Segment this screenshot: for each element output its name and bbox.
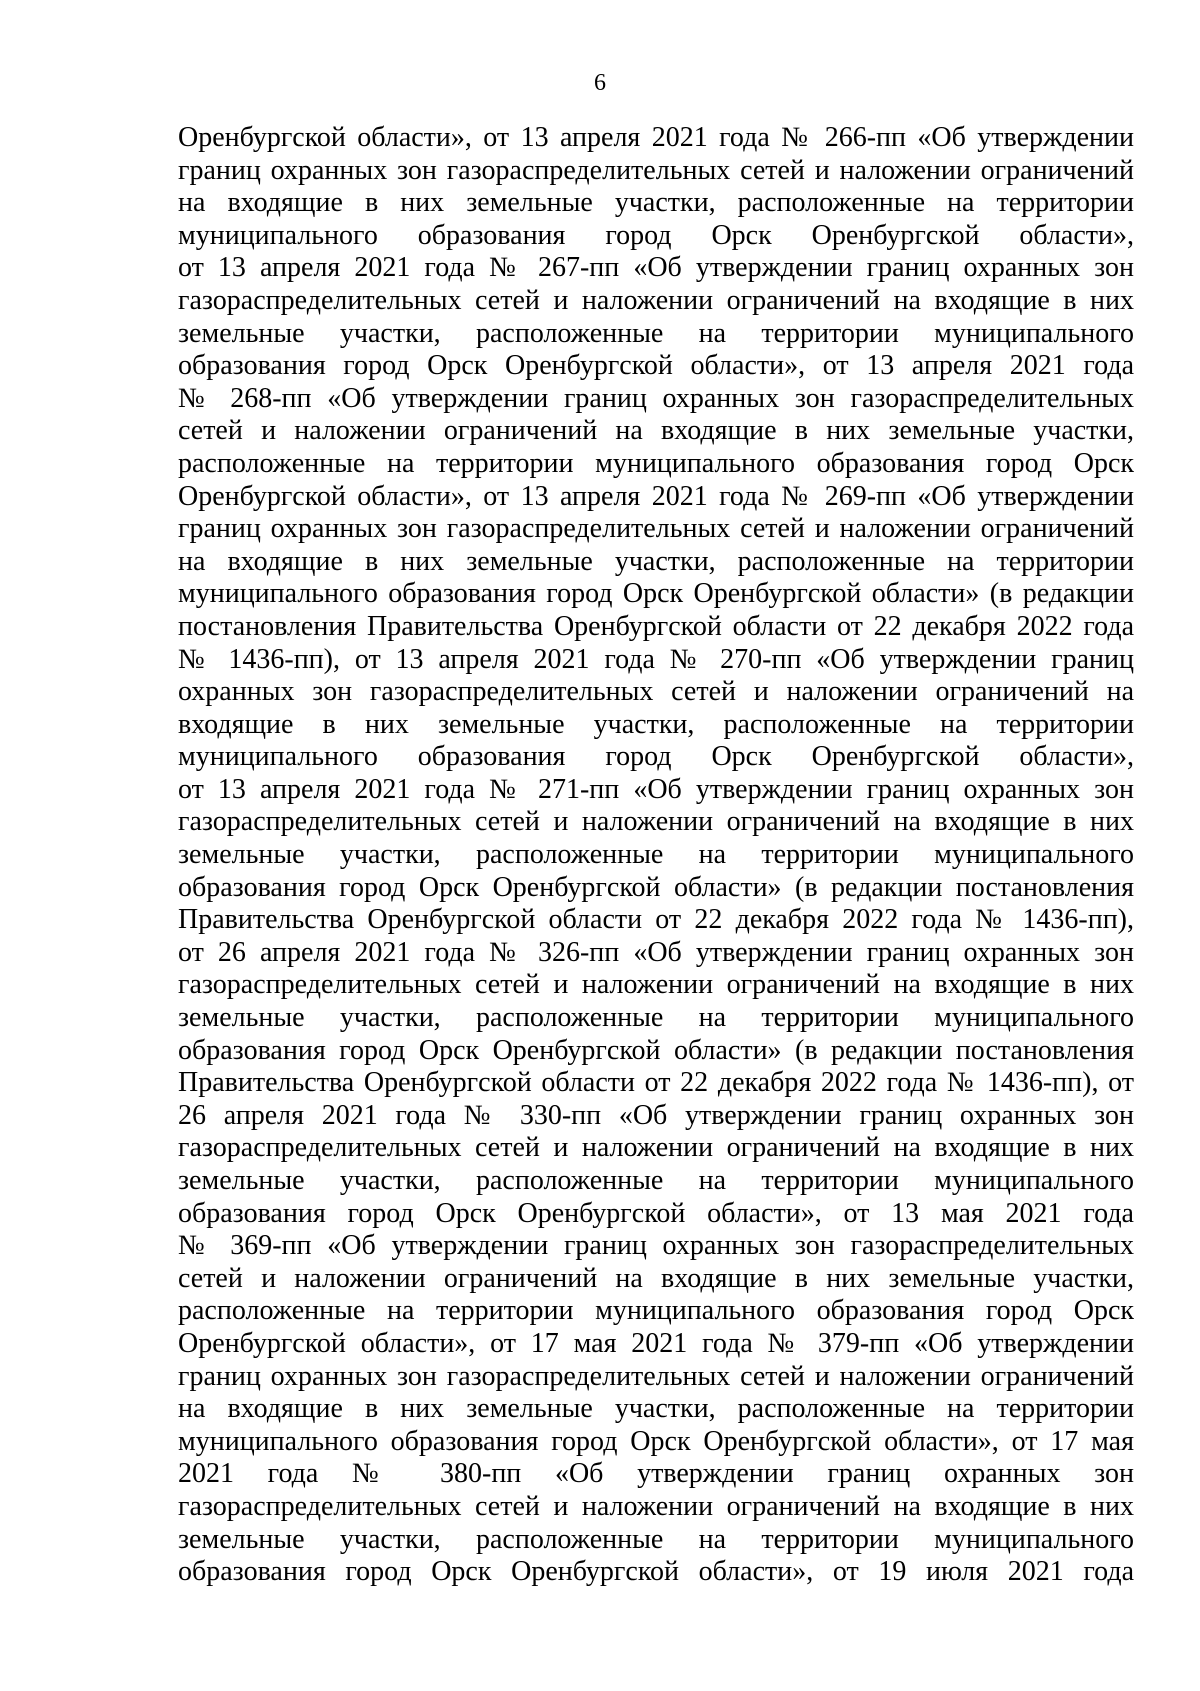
text-line: земельные участки, расположенные на территории муниципального [178,1002,1134,1034]
text-line: Оренбургской области», от 13 апреля 2021 года № 266-пп «Об утверждении [178,122,1134,153]
text-line: образования город Орск Оренбургской области» (в редакции постановления [178,871,1134,903]
text-line: газораспределительных сетей и наложении ограничений на входящие в них [178,1490,1134,1522]
text-line: от 13 апреля 2021 года № 271-пп «Об утверждении границ охранных зон [178,773,1134,805]
text-line: муниципального образования город Орск Оренбургской области», от 17 мая [178,1425,1134,1457]
text-line: муниципального образования город Орск Оренбургской области», [178,219,1134,251]
text-line: образования город Орск Оренбургской области», от 13 мая 2021 года [178,1197,1134,1229]
text-line: Правительства Оренбургской области от 22 декабря 2022 года № 1436-пп), от [178,1067,1134,1099]
text-line: на входящие в них земельные участки, расположенные на территории [178,545,1134,577]
text-line: расположенные на территории муниципального образования город Орск [178,447,1134,479]
text-line: земельные участки, расположенные на территории муниципального [178,839,1134,871]
text-line: газораспределительных сетей и наложении ограничений на входящие в них [178,1132,1134,1164]
body-text [178,122,1134,1589]
text-line: постановления Правительства Оренбургской области от 22 декабря 2022 года [178,610,1134,642]
text-line: сетей и наложении ограничений на входящие в них земельные участки, [178,415,1134,447]
text-line: охранных зон газораспределительных сетей и наложении ограничений на [178,676,1134,708]
text-line: образования город Орск Оренбургской области», от 13 апреля 2021 года [178,350,1134,382]
text-line: земельные участки, расположенные на территории муниципального [178,1165,1134,1196]
text-line: на входящие в них земельные участки, расположенные на территории [178,1393,1134,1425]
text-line: № 369-пп «Об утверждении границ охранных зон газораспределительных [178,1230,1134,1262]
text-line: газораспределительных сетей и наложении ограничений на входящие в них [178,969,1134,1001]
text-line: № 268-пп «Об утверждении границ охранных зон газораспределительных [178,382,1134,414]
text-line: сетей и наложении ограничений на входящие в них земельные участки, [178,1262,1134,1294]
text-line: границ охранных зон газораспределительных сетей и наложении ограничений [178,1360,1134,1392]
text-line: расположенные на территории муниципального образования город Орск [178,1295,1134,1327]
text-line: от 13 апреля 2021 года № 267-пп «Об утверждении границ охранных зон [178,252,1134,284]
text-line: на входящие в них земельные участки, расположенные на территории [178,187,1134,219]
text-line: образования город Орск Оренбургской области», от 19 июля 2021 года [178,1556,1134,1588]
text-line: образования город Орск Оренбургской области» (в редакции постановления [178,1034,1134,1066]
text-line: границ охранных зон газораспределительных сетей и наложении ограничений [178,154,1134,186]
text-line: газораспределительных сетей и наложении ограничений на входящие в них [178,284,1134,316]
page-number: 6 [594,70,606,96]
text-line: земельные участки, расположенные на территории муниципального [178,1523,1134,1555]
text-line: границ охранных зон газораспределительных сетей и наложении ограничений [178,513,1134,545]
text-line: Правительства Оренбургской области от 22 декабря 2022 года № 1436-пп), [178,904,1134,936]
text-line: 26 апреля 2021 года № 330-пп «Об утверждении границ охранных зон [178,1099,1134,1131]
text-line: Оренбургской области», от 13 апреля 2021 года № 269-пп «Об утверждении [178,480,1134,512]
text-line: Оренбургской области», от 17 мая 2021 года № 379-пп «Об утверждении [178,1327,1134,1359]
text-line: муниципального образования город Орск Оренбургской области», [178,741,1134,773]
text-line: входящие в них земельные участки, расположенные на территории [178,708,1134,740]
text-line: 2021 года № 380-пп «Об утверждении границ охранных зон [178,1458,1134,1490]
text-line: № 1436-пп), от 13 апреля 2021 года № 270-пп «Об утверждении границ [178,643,1134,675]
text-line: муниципального образования город Орск Оренбургской области» (в редакции [178,578,1134,610]
text-line: земельные участки, расположенные на территории муниципального [178,317,1134,349]
text-line: от 26 апреля 2021 года № 326-пп «Об утверждении границ охранных зон [178,936,1134,968]
text-line: газораспределительных сетей и наложении ограничений на входящие в них [178,806,1134,838]
